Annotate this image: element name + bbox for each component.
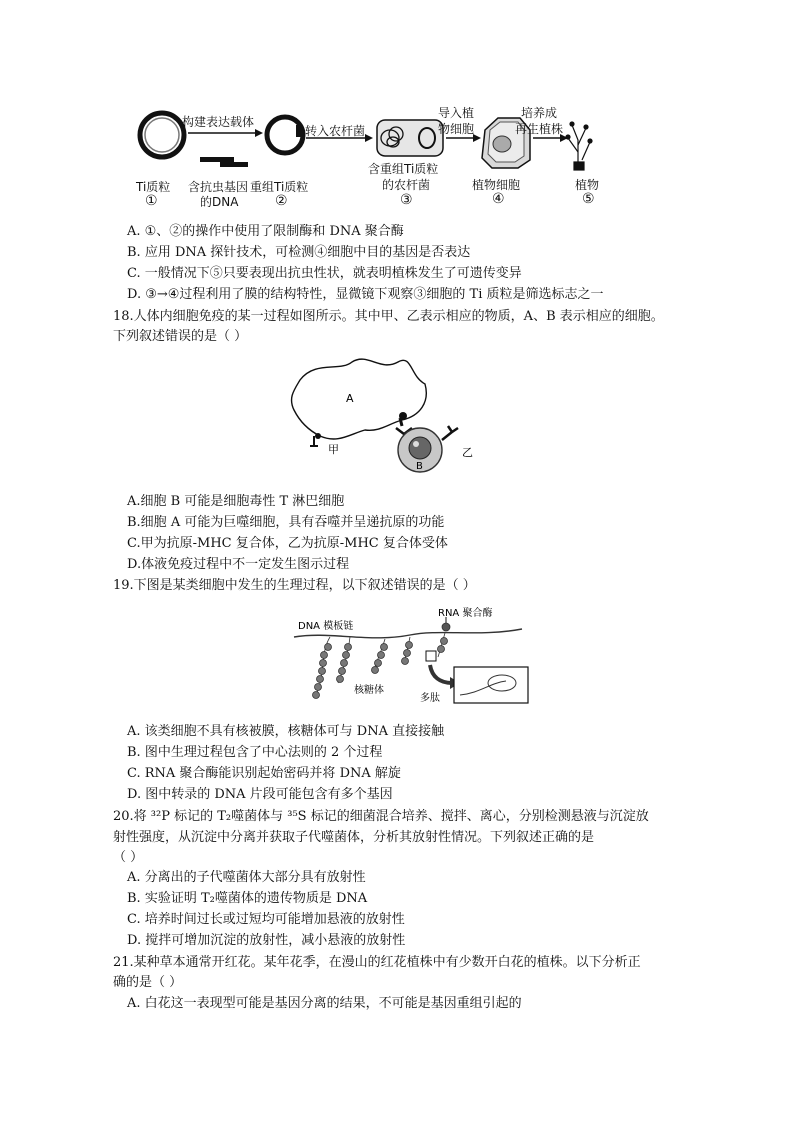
rna-polymerase-dot (442, 623, 450, 631)
q20-stem-line3: （ ） (113, 850, 144, 865)
label-num-5: ⑤ (582, 191, 595, 207)
q19-stem: 19.下图是某类细胞中发生的生理过程，以下叙述错误的是（ ） (113, 578, 476, 593)
label-gene-l1: 含抗虫基因 (188, 180, 249, 194)
rna-polymerase-label: RNA 聚合酶 (438, 608, 493, 619)
label-agro-l2: 的农杆菌 (382, 178, 431, 192)
q20-option-c: C. 培养时间过长或过短均可能增加悬液的放射性 (127, 912, 405, 927)
q21-stem-line1: 21.某种草本通常开红花。某年花季，在漫山的红花植株中有少数开白花的植株。以下分析正 (113, 955, 641, 970)
label-arrow3-l2: 物细胞 (438, 122, 475, 136)
cell-b-label: B (416, 461, 423, 472)
gene-dna-fragment (200, 157, 234, 162)
label-arrow3-l1: 导入植 (438, 106, 475, 120)
q18-option-d: D.体液免疫过程中不一定发生图示过程 (127, 557, 350, 572)
q19-option-a: A. 该类细胞不具有核被膜，核糖体可与 DNA 直接接触 (127, 724, 445, 739)
q18-stem-line2: 下列叙述错误的是（ ） (113, 329, 248, 344)
ti-plasmid-inner (145, 118, 179, 152)
label-recomb-plasmid: 重组Ti质粒 (250, 180, 309, 194)
q19-transcription-figure (290, 603, 540, 713)
label-num-3: ③ (400, 192, 413, 208)
q18-option-a: A.细胞 B 可能是细胞毒性 T 淋巴细胞 (127, 494, 345, 509)
q21-stem-line2: 确的是（ ） (113, 975, 183, 990)
q20-option-d: D. 搅拌可增加沉淀的放射性，减小悬液的放射性 (127, 933, 406, 948)
q20-option-b: B. 实验证明 T₂噬菌体的遗传物质是 DNA (127, 891, 368, 906)
label-arrow1: 构建表达载体 (182, 115, 255, 129)
q18-immune-figure (280, 350, 500, 480)
ti-plasmid-ring (140, 113, 184, 157)
cell-a-membrane (292, 359, 427, 439)
yi-label: 乙 (462, 446, 473, 459)
q19-option-d: D. 图中转录的 DNA 片段可能包含有多个基因 (127, 787, 393, 802)
label-num-2: ② (275, 193, 288, 209)
label-num-4: ④ (492, 191, 505, 207)
q20-stem-line1: 20.将 ³²P 标记的 T₂噬菌体与 ³⁵S 标记的细菌混合培养、搅拌、离心，分别检测悬液与沉淀放 (113, 809, 649, 824)
q18-stem-line1: 18.人体内细胞免疫的某一过程如图所示。其中甲、乙表示相应的物质，A、B 表示相应的细胞。 (113, 309, 664, 324)
label-agro-l1: 含重组Ti质粒 (368, 162, 439, 176)
label-num-1: ① (145, 193, 158, 209)
q21-option-a: A. 白花这一表现型可能是基因分离的结果，不可能是基因重组引起的 (127, 996, 522, 1011)
label-ti-plasmid: Ti质粒 (136, 180, 171, 194)
q19-option-b: B. 图中生理过程包含了中心法则的 2 个过程 (127, 745, 383, 760)
q19-option-c: C. RNA 聚合酶能识别起始密码并将 DNA 解旋 (127, 766, 401, 781)
cell-a-label: A (346, 392, 354, 405)
q17-option-d: D. ③→④过程利用了膜的结构特性，显微镜下观察③细胞的 Ti 质粒是筛选标志之一 (127, 287, 604, 302)
q17-option-a: A. ①、②的操作中使用了限制酶和 DNA 聚合酶 (127, 224, 404, 239)
q18-option-c: C.甲为抗原-MHC 复合体，乙为抗原-MHC 复合体受体 (127, 536, 448, 551)
dna-template-label: DNA 模板链 (298, 621, 354, 632)
label-plant: 植物 (575, 178, 600, 192)
regenerated-plant (566, 122, 592, 170)
cell-b-nucleus (409, 437, 431, 459)
agrobacterium-cell (377, 120, 443, 156)
label-arrow4-l1: 培养成 (521, 106, 558, 120)
ribosome-label: 核糖体 (354, 685, 384, 696)
plant-cell-nucleus (493, 136, 511, 152)
label-arrow4-l2: 再生植株 (515, 122, 564, 136)
q18-option-b: B.细胞 A 可能为巨噬细胞，具有吞噬并呈递抗原的功能 (127, 515, 445, 530)
label-gene-l2: 的DNA (200, 195, 239, 209)
q17-option-b: B. 应用 DNA 探针技术，可检测④细胞中目的基因是否表达 (127, 245, 471, 260)
peptide-label: 多肽 (420, 693, 440, 704)
label-plant-cell: 植物细胞 (472, 178, 521, 192)
jia-label: 甲 (328, 443, 339, 456)
label-arrow2: 转入农杆菌 (305, 124, 366, 138)
q20-option-a: A. 分离出的子代噬菌体大部分具有放射性 (127, 870, 366, 885)
q17-option-c: C. 一般情况下⑤只要表现出抗虫性状，就表明植株发生了可遗传变异 (127, 266, 522, 281)
q20-stem-line2: 射性强度，从沉淀中分离并获取子代噬菌体，分析其放射性情况。下列叙述正确的是 (113, 830, 595, 845)
